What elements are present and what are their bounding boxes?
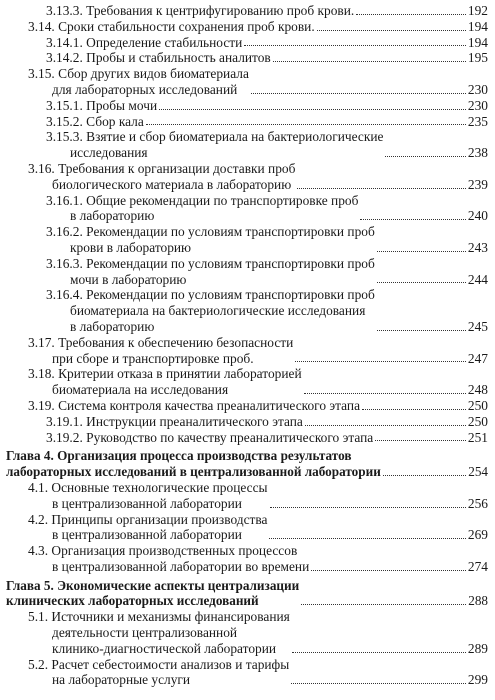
entry-title-line: биоматериала на исследования: [52, 382, 229, 398]
page-number: 194: [467, 34, 488, 50]
dot-leader: [377, 330, 466, 331]
entry-title-line: клинических лабораторных исследований: [6, 593, 259, 609]
toc-entry: [6, 430, 488, 446]
entry-title-line: 3.15.2. Сбор кала: [46, 113, 144, 129]
dot-leader: [362, 409, 466, 410]
entry-title-line: 3.16.1. Общие рекомендации по транспортировке проб: [46, 192, 359, 208]
entry-title-line: 3.19.2. Руководство по качеству преаналитического этапа: [46, 429, 374, 445]
entry-title-line: мочи в лабораторию: [70, 271, 187, 287]
page-number: 230: [467, 81, 488, 97]
entry-title-line: 4.1. Основные технологические процессы: [28, 479, 268, 495]
entry-title-line: биоматериала на бактериологические исследования: [70, 303, 366, 319]
page-number: 245: [467, 318, 488, 334]
entry-title: [6, 3, 354, 19]
page-number: 244: [467, 271, 488, 287]
entry-title: [6, 193, 358, 225]
toc-entry: [6, 3, 488, 19]
entry-title-line: биологического материала в лабораторию: [52, 176, 292, 192]
toc-entry: [6, 543, 488, 575]
entry-title: [6, 129, 383, 161]
entry-title: [6, 414, 303, 430]
dot-leader: [159, 109, 466, 110]
dot-leader: [270, 507, 466, 508]
entry-title-line: в централизованной лаборатории: [52, 527, 242, 543]
entry-title-line: Глава 4. Организация процесса производства результатов: [6, 448, 352, 464]
page-number: 194: [467, 18, 488, 34]
dot-leader: [317, 30, 466, 31]
page-number: 238: [467, 145, 488, 161]
page-number: 247: [467, 350, 488, 366]
page-number: 299: [467, 672, 488, 688]
entry-title: [6, 430, 373, 446]
entry-title-line: 4.2. Принципы организации производства: [28, 511, 268, 527]
dot-leader: [291, 683, 466, 684]
toc-entry: [6, 609, 488, 656]
page-number: 195: [467, 50, 488, 66]
page-number: 269: [467, 527, 488, 543]
chapter-entry: [6, 578, 488, 610]
page-number: 243: [467, 239, 488, 255]
page-number: 250: [467, 413, 488, 429]
entry-title: [6, 543, 309, 575]
page-number: 289: [467, 640, 488, 656]
entry-title-line: на лабораторные услуги: [52, 672, 191, 688]
page-number: 254: [468, 464, 488, 480]
entry-title: [6, 398, 360, 414]
entry-title: [6, 256, 375, 288]
dot-leader: [146, 124, 466, 125]
toc-entry: [6, 161, 488, 193]
page-number: 251: [467, 429, 488, 445]
entry-title: [6, 366, 302, 398]
page-number: 230: [467, 97, 488, 113]
dot-leader: [383, 475, 466, 476]
dot-leader: [385, 156, 465, 157]
entry-title-line: 3.15.1. Пробы мочи: [46, 97, 158, 113]
toc-entry: [6, 657, 488, 689]
page-number: 192: [467, 3, 488, 18]
entry-title: [6, 480, 268, 512]
toc-entry: [6, 50, 488, 66]
table-of-contents: [6, 3, 488, 688]
entry-title-line: 3.16. Требования к организации доставки проб: [28, 160, 296, 176]
dot-leader: [297, 188, 465, 189]
entry-title-line: при сборе и транспортировке проб.: [52, 350, 254, 366]
entry-title-line: 3.19. Система контроля качества преаналитического этапа: [28, 397, 361, 413]
dot-leader: [305, 425, 466, 426]
entry-title: [6, 448, 381, 480]
entry-title-line: 5.1. Источники и механизмы финансирования: [28, 609, 290, 625]
entry-title-line: в централизованной лаборатории во времени: [52, 558, 310, 574]
toc-entry: [6, 256, 488, 288]
toc-entry: [6, 66, 488, 98]
toc-entry: [6, 414, 488, 430]
dot-leader: [292, 652, 466, 653]
entry-title: [6, 161, 295, 193]
entry-title-line: 3.16.2. Рекомендации по условиям транспортировки проб: [46, 224, 375, 240]
entry-title-line: 5.2. Расчет себестоимости анализов и тарифы: [28, 656, 290, 672]
dot-leader: [301, 604, 466, 605]
entry-title: [6, 19, 315, 35]
entry-title-line: 3.15.3. Взятие и сбор биоматериала на бактериологические: [46, 129, 384, 145]
entry-title-line: Глава 5. Экономические аспекты централизации: [6, 577, 300, 593]
entry-title-line: в лабораторию: [70, 208, 155, 224]
toc-entry: [6, 35, 488, 51]
entry-title-line: 3.19.1. Инструкции преаналитического этапа: [46, 413, 303, 429]
entry-title-line: 3.17. Требования к обеспечению безопасности: [28, 334, 294, 350]
entry-title-line: 3.14. Сроки стабильности сохранения проб крови.: [28, 18, 315, 34]
entry-title-line: деятельности централизованной: [52, 625, 238, 641]
toc-entry: [6, 366, 488, 398]
toc-entry: [6, 287, 488, 334]
toc-entry: [6, 398, 488, 414]
page-number: 256: [467, 495, 488, 511]
entry-title-line: лабораторных исследований в централизованной лаборатории: [6, 464, 381, 480]
entry-title-line: 3.16.3. Рекомендации по условиям транспортировки проб: [46, 255, 375, 271]
dot-leader: [269, 538, 465, 539]
entry-title: [6, 224, 375, 256]
page-number: 250: [467, 397, 488, 413]
entry-title-line: крови в лабораторию: [70, 239, 192, 255]
entry-title: [6, 50, 271, 66]
toc-entry: [6, 512, 488, 544]
dot-leader: [311, 570, 466, 571]
toc-entry: [6, 224, 488, 256]
dot-leader: [375, 440, 466, 441]
entry-title-line: 3.18. Критерии отказа в принятии лабораторией: [28, 366, 302, 382]
page-number: 239: [467, 176, 488, 192]
dot-leader: [244, 45, 466, 46]
toc-entry: [6, 19, 488, 35]
toc-entry: [6, 98, 488, 114]
dot-leader: [377, 251, 466, 252]
toc-entry: [6, 480, 488, 512]
toc-entry: [6, 129, 488, 161]
entry-title-line: 3.16.4. Рекомендации по условиям транспортировки проб: [46, 287, 375, 303]
toc-entry: [6, 114, 488, 130]
entry-title: [6, 114, 144, 130]
dot-leader: [360, 219, 465, 220]
entry-title: [6, 98, 157, 114]
entry-title: [6, 335, 293, 367]
entry-title-line: клинико-диагностической лаборатории: [52, 640, 277, 656]
page-number: 240: [467, 208, 488, 224]
entry-title: [6, 66, 249, 98]
dot-leader: [356, 14, 466, 15]
page-number: 248: [467, 382, 488, 398]
dot-leader: [304, 393, 466, 394]
entry-title-line: 3.15. Сбор других видов биоматериала: [28, 66, 249, 82]
entry-title-line: 4.3. Организация производственных процессов: [28, 543, 298, 559]
page-number: 274: [467, 558, 488, 574]
chapter-entry: [6, 448, 488, 480]
entry-title-line: 3.14.2. Пробы и стабильность аналитов: [46, 50, 271, 66]
entry-title-line: исследования: [70, 145, 148, 161]
entry-title: [6, 657, 289, 689]
toc-entry: [6, 335, 488, 367]
dot-leader: [377, 282, 466, 283]
dot-leader: [251, 93, 466, 94]
entry-title: [6, 512, 267, 544]
entry-title: [6, 609, 290, 656]
entry-title-line: 3.13.3. Требования к центрифугированию проб крови.: [46, 3, 355, 18]
entry-title: [6, 287, 375, 334]
entry-title: [6, 35, 242, 51]
entry-title: [6, 578, 299, 610]
entry-title-line: в централизованной лаборатории: [52, 495, 242, 511]
dot-leader: [273, 61, 466, 62]
entry-title-line: для лабораторных исследований: [52, 81, 238, 97]
entry-title-line: в лабораторию: [70, 318, 155, 334]
page-number: 288: [468, 593, 488, 609]
entry-title-line: 3.14.1. Определение стабильности: [46, 34, 243, 50]
toc-entry: [6, 193, 488, 225]
dot-leader: [295, 361, 466, 362]
page-number: 235: [467, 113, 488, 129]
